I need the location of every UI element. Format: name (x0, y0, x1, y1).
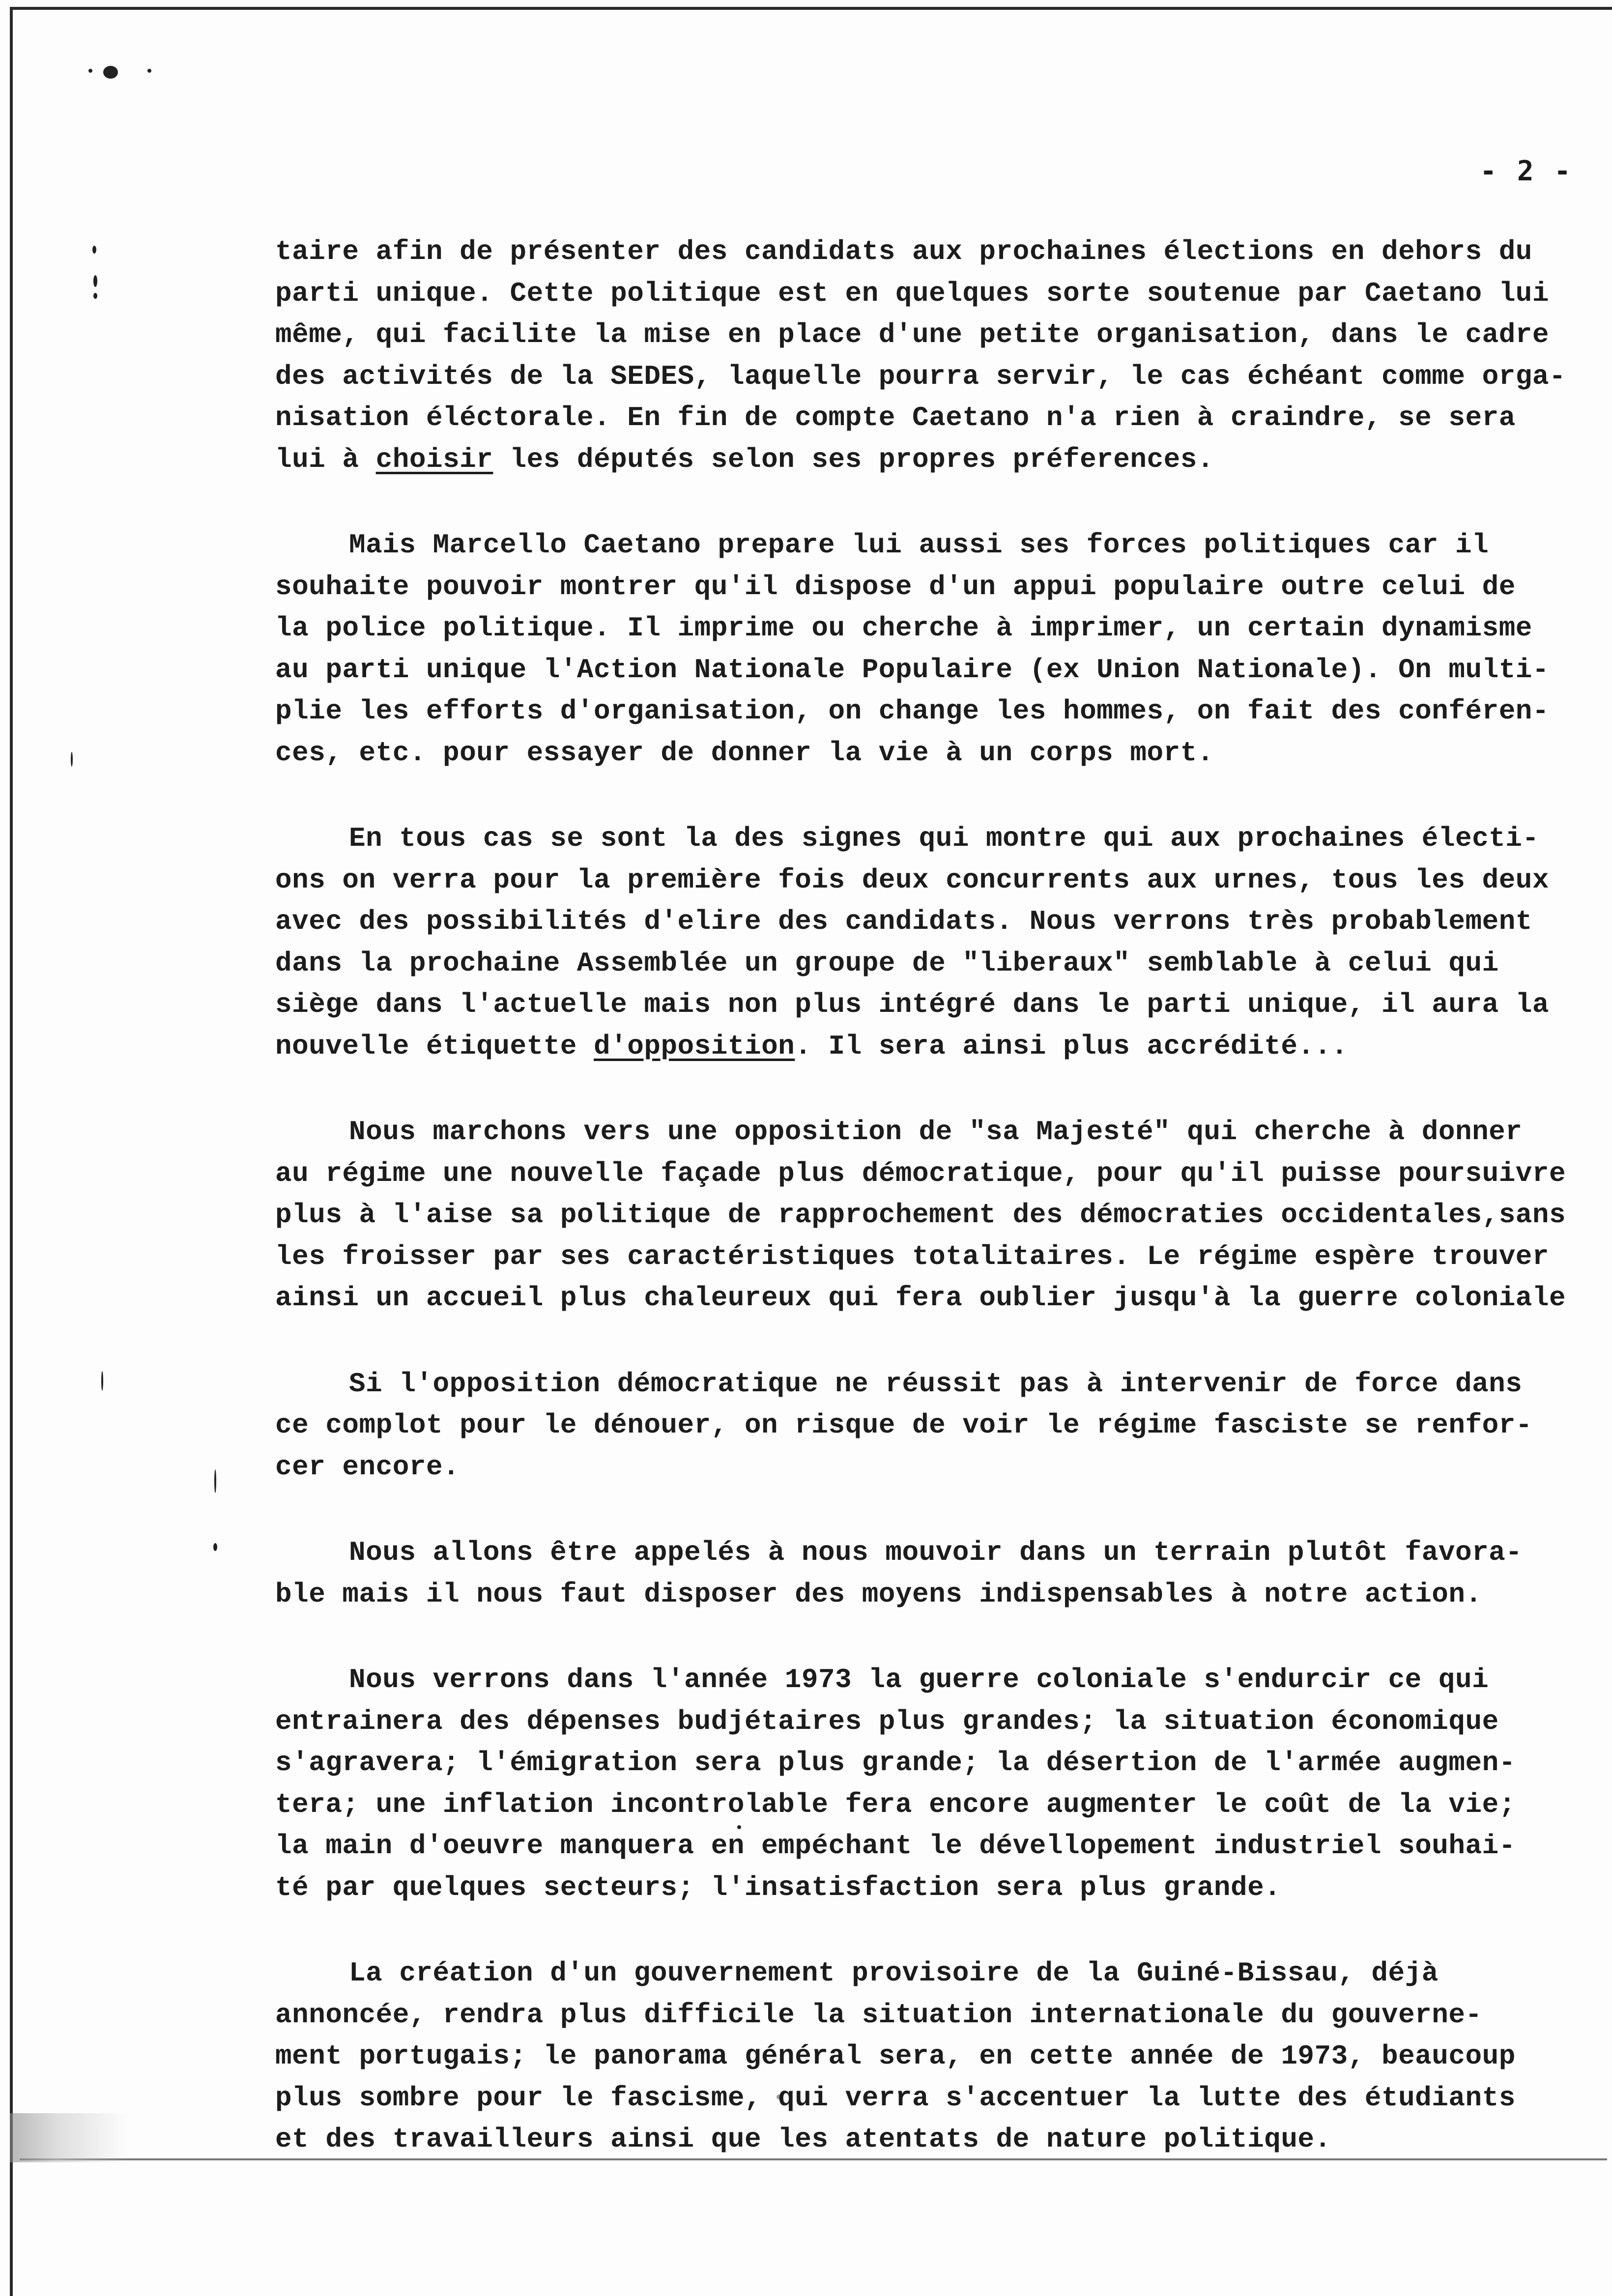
text-line: ment portugais; le panorama général sera, en cette année de 1973, beaucoup (275, 2040, 1516, 2072)
paragraph (275, 1659, 1612, 1908)
body-text (275, 231, 1612, 2205)
scan-speck (214, 1469, 216, 1493)
text-line: Nous marchons vers une opposition de "sa Majesté" qui cherche à donner (349, 1116, 1523, 1148)
paragraph (275, 524, 1612, 774)
underlined-word: choisir (375, 443, 493, 475)
text-line: plus à l'aise sa politique de rapprochement des démocraties occidentales,sans (275, 1199, 1566, 1231)
text-line: ces, etc. pour essayer de donner la vie à un corps mort. (275, 737, 1214, 769)
text-line: ble mais il nous faut disposer des moyens indispensables à notre action. (275, 1578, 1482, 1610)
text-line: dans la prochaine Assemblée un groupe de "liberaux" semblable à celui qui (275, 947, 1499, 979)
text-line: ce complot pour le dénouer, on risque de voir le régime fasciste se renfor- (275, 1409, 1532, 1441)
paragraph (275, 1363, 1612, 1488)
scan-speck (147, 69, 151, 73)
text-line: ons on verra pour la première fois deux concurrents aux urnes, tous les deux (275, 864, 1550, 896)
underlined-word: d'opposition (594, 1030, 795, 1062)
scan-speck (93, 293, 97, 299)
text-line: souhaite pouvoir montrer qu'il dispose d'un appui populaire outre celui de (275, 571, 1516, 603)
scan-speck (213, 1543, 217, 1551)
text-line: même, qui facilite la mise en place d'une petite organisation, dans le cadre (275, 319, 1550, 350)
text-line: s'agravera; l'émigration sera plus grande; la désertion de l'armée augmen- (275, 1747, 1516, 1779)
text-line: Si l'opposition démocratique ne réussit pas à intervenir de force dans (349, 1368, 1523, 1400)
scan-speck (92, 246, 96, 254)
text-line: entrainera des dépenses budjétaires plus grandes; la situation économique (275, 1705, 1499, 1737)
text-line: annoncée, rendra plus difficile la situation internationale du gouverne- (275, 1999, 1482, 2031)
page-number: - 2 - (1480, 155, 1573, 187)
text-line: la police politique. Il imprime ou cherche à imprimer, un certain dynamisme (275, 612, 1532, 644)
text-line: siège dans l'actuelle mais non plus intégré dans le parti unique, il aura la (275, 989, 1550, 1020)
scan-speck (71, 752, 73, 767)
text-line: ainsi un accueil plus chaleureux qui fera oublier jusqu'à la guerre coloniale (275, 1282, 1566, 1314)
text-line: La création d'un gouvernement provisoire de la Guiné-Bissau, déjà (349, 1957, 1439, 1989)
text-line: les froisser par ses caractéristiques totalitaires. Le régime espère trouver (275, 1240, 1550, 1272)
text-line: cer encore. (275, 1451, 460, 1483)
text-line: Mais Marcello Caetano prepare lui aussi ses forces politiques car il (349, 529, 1489, 561)
text-line: Nous allons être appelés à nous mouvoir dans un terrain plutôt favora- (349, 1537, 1523, 1568)
text-line: avec des possibilités d'elire des candidats. Nous verrons très probablement (275, 906, 1532, 937)
text-line: et des travailleurs ainsi que les atentats de nature politique. (275, 2124, 1331, 2155)
paragraph (275, 1952, 1612, 2160)
text-line: au régime une nouvelle façade plus démocratique, pour qu'il puisse poursuivre (275, 1157, 1566, 1189)
scan-smudge (10, 2113, 128, 2162)
text-line: té par quelques secteurs; l'insatisfaction sera plus grande. (275, 1871, 1281, 1903)
text-line: tera; une inflation incontrolable fera encore augmenter le coût de la vie; (275, 1788, 1516, 1820)
scan-speck (88, 69, 92, 73)
text-line: En tous cas se sont la des signes qui montre qui aux prochaines électi- (349, 823, 1539, 854)
paragraph (275, 1111, 1612, 1319)
text-line: la main d'oeuvre manquera en empéchant le dévellopement industriel souhai- (275, 1830, 1516, 1862)
text-line: taire afin de présenter des candidats aux prochaines élections en dehors du (275, 236, 1532, 267)
text-line: des activités de la SEDES, laquelle pourra servir, le cas échéant comme orga- (275, 360, 1566, 392)
text-line: plus sombre pour le fascisme, qui verra s'accentuer la lutte des étudiants (275, 2082, 1516, 2114)
scan-speck (101, 1371, 103, 1391)
scan-edge-top (10, 7, 1612, 10)
text-line: plie les efforts d'organisation, on change les hommes, on fait des conféren- (275, 695, 1550, 727)
scan-speck (103, 66, 118, 79)
text-line: nisation éléctorale. En fin de compte Caetano n'a rien à craindre, se sera (275, 402, 1516, 433)
text-line: parti unique. Cette politique est en quelques sorte soutenue par Caetano lui (275, 277, 1550, 309)
text-line: nouvelle étiquette d'opposition. Il sera ainsi plus accrédité... (275, 1030, 1348, 1062)
text-line: au parti unique l'Action Nationale Populaire (ex Union Nationale). On multi- (275, 654, 1550, 686)
text-line: lui à choisir les députés selon ses propres préferences. (275, 443, 1214, 475)
text-line: Nous verrons dans l'année 1973 la guerre coloniale s'endurcir ce qui (349, 1664, 1489, 1695)
paragraph (275, 1532, 1612, 1615)
paragraph (275, 818, 1612, 1067)
scan-speck (93, 275, 97, 287)
paragraph (275, 231, 1612, 480)
scan-edge-left (10, 7, 13, 2296)
